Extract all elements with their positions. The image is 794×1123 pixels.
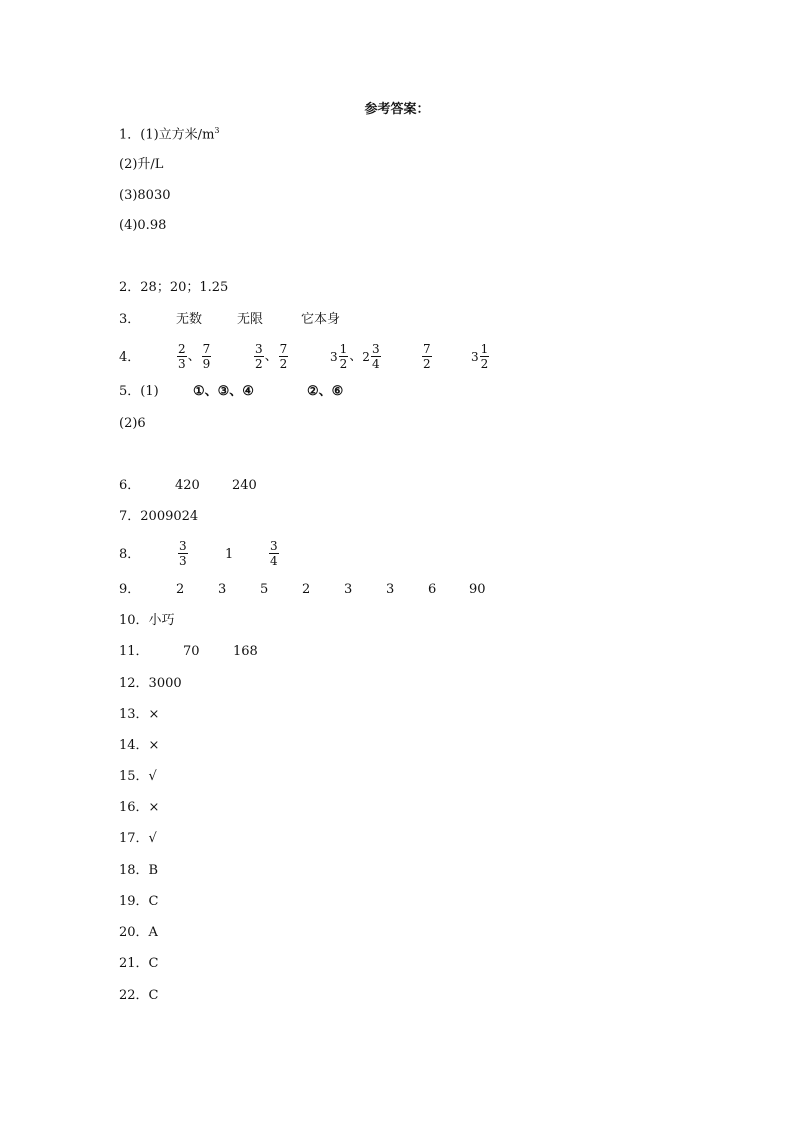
fraction [202, 342, 212, 371]
whole-part: 3 [330, 349, 338, 364]
answer-5b: (2)6 [119, 416, 146, 431]
question-number: 4． [119, 350, 141, 365]
numerator: 2 [178, 342, 186, 356]
denominator: 9 [202, 357, 211, 371]
answer-9-item: 90 [469, 582, 486, 597]
question-number: 11． [119, 644, 149, 659]
fraction-group-5 [471, 342, 490, 371]
fraction [254, 342, 264, 371]
fraction-group-3 [330, 342, 382, 371]
numerator: 3 [255, 342, 263, 356]
denominator: 2 [339, 357, 348, 371]
whole-part: 2 [362, 349, 370, 364]
answer-1b: (2)升/L [119, 157, 164, 172]
whole-part: 3 [471, 349, 479, 364]
fraction [177, 342, 187, 371]
answer-8 [119, 539, 278, 568]
answer-15: 15．√ [119, 769, 157, 784]
superscript: 3 [214, 126, 220, 135]
separator: 、 [187, 349, 201, 364]
answer-9-item: 5 [260, 582, 269, 597]
denominator: 2 [423, 357, 431, 371]
fraction [422, 342, 432, 371]
fraction [178, 539, 188, 568]
fraction-group-4 [421, 342, 433, 371]
numerator: 3 [371, 342, 380, 356]
denominator: 2 [480, 357, 489, 371]
answer-11-item: 70 [183, 644, 200, 659]
denominator: 2 [279, 357, 288, 371]
answer-4 [119, 342, 489, 371]
question-number: 5．(1) [119, 384, 159, 399]
fraction [371, 342, 381, 371]
answer-19: 19．C [119, 894, 159, 909]
answer-11-item: 168 [233, 644, 258, 659]
answer-9-item: 2 [176, 582, 185, 597]
numerator: 7 [279, 342, 288, 356]
answer-22: 22．C [119, 988, 159, 1003]
answer-9-item: 3 [344, 582, 353, 597]
answer-5a [119, 382, 344, 402]
denominator: 4 [371, 357, 380, 371]
answer-9-item: 6 [428, 582, 437, 597]
answer-6 [119, 476, 257, 496]
answer-14: 14．× [119, 738, 160, 753]
answer-6-item: 240 [232, 478, 257, 493]
answer-1d: (4)0.98 [119, 218, 167, 233]
answer-8-item [177, 539, 189, 568]
answer-2: 2．28；20；1.25 [119, 280, 229, 295]
answer-16: 16．× [119, 800, 160, 815]
fraction [269, 539, 279, 568]
answer-9 [119, 580, 486, 600]
answer-20: 20．A [119, 925, 158, 940]
question-number: 8． [119, 547, 141, 562]
question-number: 6． [119, 478, 141, 493]
denominator: 4 [270, 554, 278, 568]
answer-3-item: 无数 [176, 312, 203, 327]
answer-9-item: 3 [386, 582, 395, 597]
numerator: 3 [179, 539, 187, 553]
fraction-group-1 [176, 342, 212, 371]
answer-3-item: 无限 [237, 312, 264, 327]
answer-6-item: 420 [175, 478, 200, 493]
answer-21: 21．C [119, 956, 159, 971]
numerator: 1 [339, 342, 348, 356]
answer-12: 12．3000 [119, 676, 182, 691]
numerator: 7 [423, 342, 431, 356]
answer-5-item: ②、⑥ [307, 384, 344, 399]
separator: 、 [349, 349, 363, 364]
fraction-group-2 [253, 342, 289, 371]
mixed-number [362, 342, 381, 371]
page-title: 参考答案： [364, 102, 430, 117]
separator: 、 [264, 349, 278, 364]
mixed-number [330, 342, 349, 371]
answer-8-item: 1 [225, 547, 234, 562]
numerator: 1 [480, 342, 489, 356]
answer-13: 13．× [119, 707, 160, 722]
answer-9-item: 2 [302, 582, 311, 597]
fraction [339, 342, 349, 371]
answer-8-item [268, 539, 280, 568]
answer-17: 17．√ [119, 831, 157, 846]
answer-18: 18．B [119, 863, 159, 878]
answer-1a [119, 121, 220, 141]
numerator: 3 [270, 539, 278, 553]
question-number: 9． [119, 582, 141, 597]
fraction [480, 342, 490, 371]
denominator: 3 [179, 554, 187, 568]
denominator: 3 [178, 357, 186, 371]
answer-7: 7．2009024 [119, 509, 199, 524]
answer-9-item: 3 [218, 582, 227, 597]
answer-3-item: 它本身 [301, 312, 341, 327]
numerator: 7 [202, 342, 211, 356]
answer-5-item: ①、③、④ [193, 384, 254, 399]
denominator: 2 [255, 357, 263, 371]
answer-10: 10．小巧 [119, 613, 175, 628]
answer-3 [119, 310, 341, 330]
mixed-number [471, 342, 490, 371]
answer-1a-text: 1．(1)立方米/m [119, 127, 215, 143]
fraction [279, 342, 289, 371]
question-number: 3． [119, 312, 141, 327]
answer-1c: (3)8030 [119, 188, 171, 203]
answer-11 [119, 642, 258, 662]
